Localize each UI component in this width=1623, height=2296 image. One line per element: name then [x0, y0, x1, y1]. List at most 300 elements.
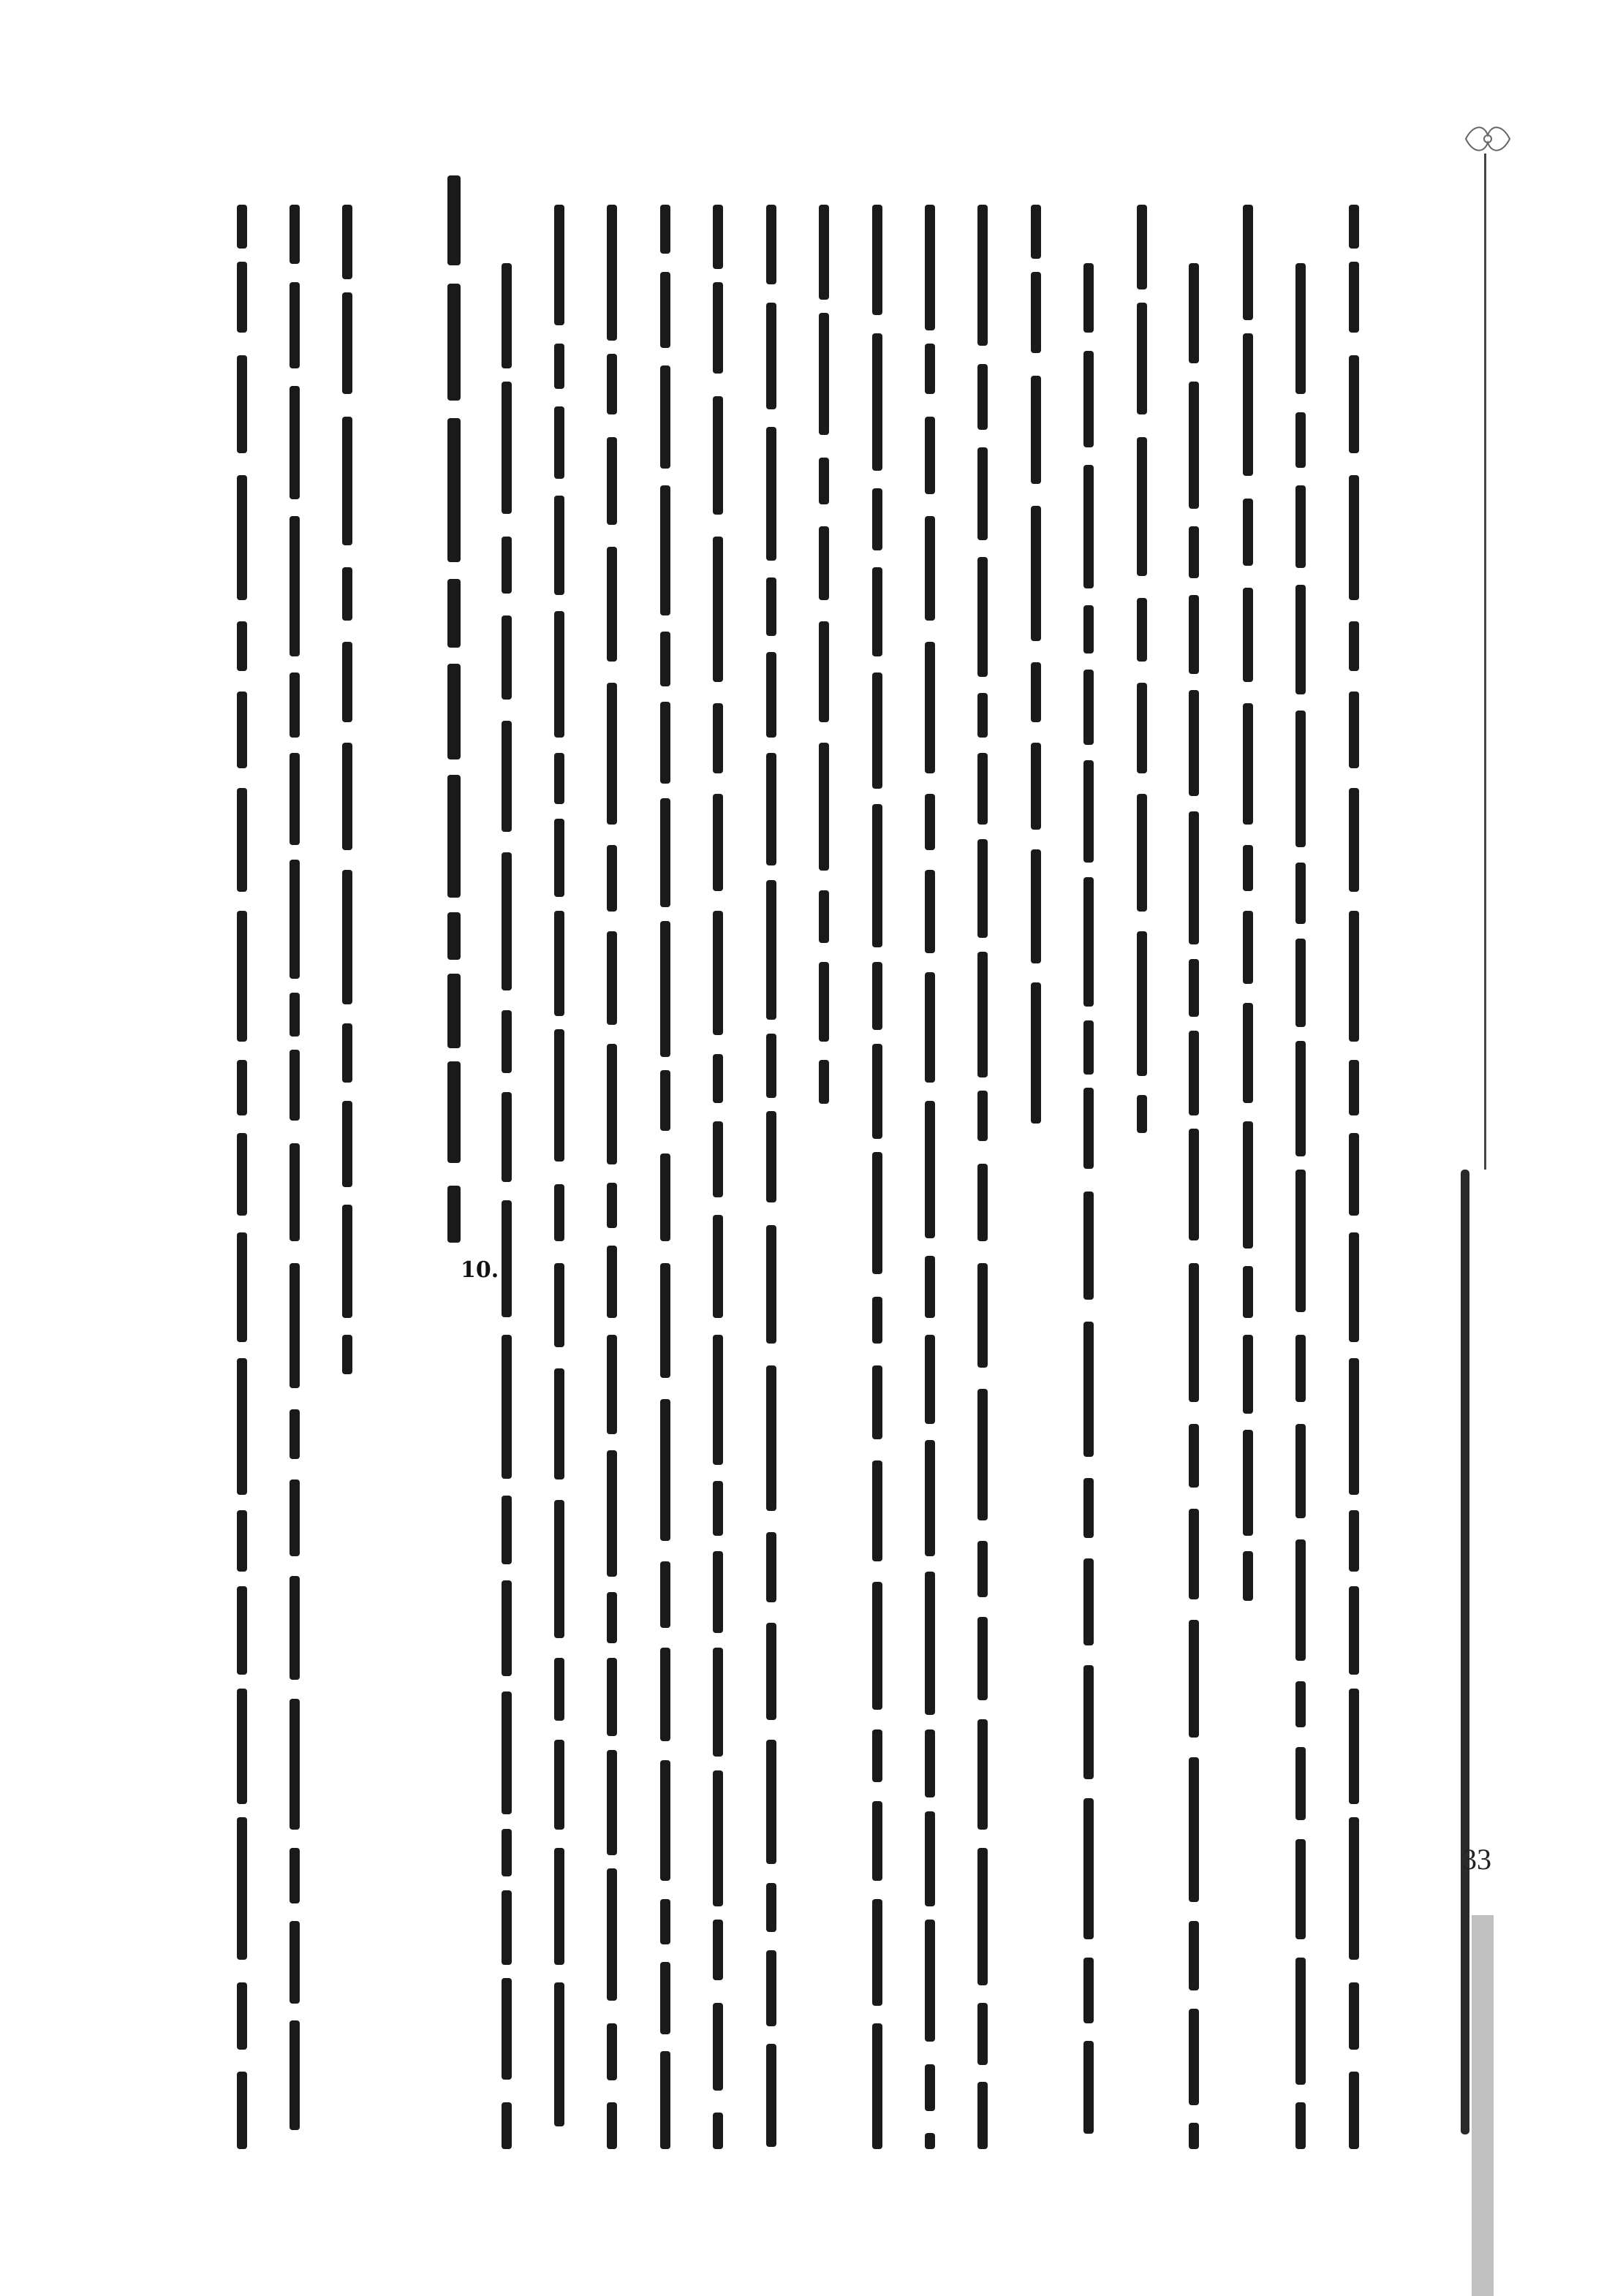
word-glyph — [1189, 595, 1199, 674]
word-glyph — [766, 427, 776, 561]
word-glyph — [1189, 2009, 1199, 2105]
word-glyph — [766, 652, 776, 738]
word-glyph — [925, 972, 935, 1083]
word-glyph — [1295, 1170, 1306, 1312]
word-glyph — [290, 1699, 300, 1830]
word-glyph — [766, 880, 776, 1020]
word-glyph — [554, 1500, 564, 1638]
word-glyph — [554, 1848, 564, 1965]
word-glyph — [660, 798, 670, 907]
word-glyph — [1189, 1620, 1199, 1738]
word-glyph — [447, 664, 461, 759]
word-glyph — [713, 205, 723, 269]
word-glyph — [237, 1358, 247, 1495]
word-glyph — [502, 1010, 512, 1073]
word-glyph — [766, 1623, 776, 1720]
word-glyph — [819, 526, 829, 600]
word-glyph — [1137, 1095, 1147, 1133]
word-glyph — [607, 683, 617, 825]
word-glyph — [1083, 1322, 1094, 1457]
word-glyph — [1083, 1958, 1094, 2023]
page-number: 33 — [1462, 1843, 1491, 1876]
word-glyph — [1189, 1031, 1199, 1115]
word-glyph — [1189, 690, 1199, 796]
word-glyph — [1349, 1232, 1359, 1342]
word-glyph — [554, 1658, 564, 1721]
word-glyph — [554, 1184, 564, 1241]
word-glyph — [766, 1950, 776, 2026]
header-rule — [1484, 154, 1486, 1170]
word-glyph — [925, 1572, 935, 1715]
word-glyph — [1349, 205, 1359, 249]
word-glyph — [766, 753, 776, 865]
word-glyph — [342, 567, 352, 621]
word-glyph — [1031, 743, 1041, 830]
word-glyph — [872, 2023, 882, 2149]
word-glyph — [1083, 760, 1094, 863]
word-glyph — [872, 1729, 882, 1782]
word-glyph — [713, 1054, 723, 1103]
word-glyph — [1295, 939, 1306, 1027]
word-glyph — [977, 364, 988, 430]
word-glyph — [1243, 911, 1253, 984]
word-glyph — [607, 931, 617, 1025]
word-glyph — [1189, 2123, 1199, 2149]
word-glyph — [766, 1034, 776, 1098]
word-glyph — [554, 205, 564, 325]
word-glyph — [977, 205, 988, 346]
word-glyph — [607, 1335, 617, 1434]
header-ornament-icon — [1459, 117, 1517, 161]
text-column — [812, 205, 836, 1104]
word-glyph — [1243, 1003, 1253, 1103]
word-glyph — [502, 1496, 512, 1564]
word-glyph — [1349, 475, 1359, 600]
word-glyph — [1243, 1335, 1253, 1414]
word-glyph — [713, 1551, 723, 1633]
word-glyph — [977, 2003, 988, 2065]
word-glyph — [1189, 1424, 1199, 1488]
word-glyph — [1031, 982, 1041, 1124]
word-glyph — [819, 205, 829, 300]
word-glyph — [290, 1576, 300, 1680]
section-number: 10. — [461, 1257, 499, 1283]
word-glyph — [1295, 1958, 1306, 2085]
word-glyph — [1349, 1510, 1359, 1572]
word-glyph — [290, 1479, 300, 1556]
word-glyph — [713, 703, 723, 773]
word-glyph — [819, 962, 829, 1042]
word-glyph — [1083, 605, 1094, 653]
word-glyph — [925, 794, 935, 850]
word-glyph — [554, 1740, 564, 1830]
word-glyph — [872, 205, 882, 315]
word-glyph — [872, 1152, 882, 1274]
text-column — [759, 205, 784, 2149]
word-glyph — [237, 1133, 247, 1216]
word-glyph — [1243, 1266, 1253, 1318]
word-glyph — [872, 1801, 882, 1881]
word-glyph — [1189, 1757, 1199, 1902]
word-glyph — [713, 2113, 723, 2149]
word-glyph — [237, 1982, 247, 2050]
word-glyph — [554, 819, 564, 897]
word-glyph — [977, 1719, 988, 1830]
word-glyph — [502, 263, 512, 368]
word-glyph — [1083, 1665, 1094, 1779]
word-glyph — [977, 2082, 988, 2149]
word-glyph — [1349, 621, 1359, 671]
word-glyph — [1083, 263, 1094, 333]
word-glyph — [713, 1481, 723, 1536]
word-glyph — [554, 1263, 564, 1347]
word-glyph — [342, 1205, 352, 1318]
word-glyph — [502, 2102, 512, 2149]
word-glyph — [660, 702, 670, 784]
word-glyph — [713, 794, 723, 891]
word-glyph — [554, 406, 564, 479]
word-glyph — [713, 1648, 723, 1757]
word-glyph — [342, 1023, 352, 1083]
word-glyph — [1243, 845, 1253, 891]
word-glyph — [977, 447, 988, 540]
word-glyph — [766, 1532, 776, 1602]
word-glyph — [290, 205, 300, 264]
word-glyph — [607, 1658, 617, 1736]
word-glyph — [660, 1153, 670, 1241]
word-glyph — [447, 912, 461, 960]
word-glyph — [554, 911, 564, 1016]
word-glyph — [1083, 1798, 1094, 1939]
word-glyph — [607, 1246, 617, 1318]
text-column — [335, 205, 360, 1374]
word-glyph — [1295, 585, 1306, 694]
word-glyph — [447, 775, 461, 898]
word-glyph — [290, 1921, 300, 2004]
word-glyph — [237, 1510, 247, 1572]
word-glyph — [290, 993, 300, 1037]
word-glyph — [1189, 263, 1199, 363]
word-glyph — [925, 1920, 935, 2042]
word-glyph — [1349, 911, 1359, 1042]
word-glyph — [342, 205, 352, 279]
word-glyph — [502, 537, 512, 594]
word-glyph — [872, 1582, 882, 1710]
word-glyph — [1031, 506, 1041, 641]
word-glyph — [660, 205, 670, 254]
word-glyph — [290, 860, 300, 979]
word-glyph — [925, 1811, 935, 1906]
word-glyph — [1295, 263, 1306, 394]
word-glyph — [660, 1263, 670, 1378]
word-glyph — [713, 911, 723, 1035]
word-glyph — [607, 1450, 617, 1577]
word-glyph — [766, 1365, 776, 1511]
word-glyph — [1189, 1509, 1199, 1599]
text-column — [918, 205, 942, 2149]
word-glyph — [713, 282, 723, 374]
word-glyph — [1137, 794, 1147, 912]
word-glyph — [1243, 588, 1253, 682]
text-column — [494, 263, 519, 2149]
word-glyph — [819, 458, 829, 504]
word-glyph — [1295, 863, 1306, 924]
word-glyph — [1243, 703, 1253, 825]
word-glyph — [660, 1899, 670, 1944]
word-glyph — [342, 743, 352, 850]
word-glyph — [925, 1101, 935, 1238]
word-glyph — [977, 1617, 988, 1700]
word-glyph — [447, 175, 461, 265]
word-glyph — [1189, 382, 1199, 509]
word-glyph — [925, 870, 935, 953]
word-glyph — [1349, 1982, 1359, 2050]
word-glyph — [237, 1817, 247, 1960]
word-glyph — [1189, 811, 1199, 944]
word-glyph — [607, 437, 617, 525]
word-glyph — [447, 1061, 461, 1163]
word-glyph — [872, 1297, 882, 1344]
word-glyph — [977, 1091, 988, 1141]
word-glyph — [766, 2044, 776, 2147]
word-glyph — [872, 567, 882, 656]
word-glyph — [502, 615, 512, 700]
text-column — [653, 205, 678, 2149]
word-glyph — [1349, 1358, 1359, 1495]
word-glyph — [872, 1044, 882, 1139]
word-glyph — [1137, 303, 1147, 414]
text-column — [1130, 205, 1154, 1133]
text-column — [1181, 263, 1206, 2149]
word-glyph — [1189, 526, 1199, 578]
word-glyph — [554, 753, 564, 804]
word-glyph — [1243, 333, 1253, 476]
word-glyph — [1295, 1539, 1306, 1661]
word-glyph — [290, 1848, 300, 1903]
word-glyph — [977, 557, 988, 677]
word-glyph — [766, 577, 776, 636]
word-glyph — [713, 537, 723, 682]
word-glyph — [607, 354, 617, 414]
word-glyph — [1031, 272, 1041, 353]
word-glyph — [1083, 351, 1094, 447]
word-glyph — [713, 2003, 723, 2091]
text-column — [282, 205, 307, 2149]
word-glyph — [1083, 1020, 1094, 1075]
text-column — [1288, 263, 1313, 2149]
word-glyph — [1349, 262, 1359, 333]
word-glyph — [607, 1044, 617, 1164]
word-glyph — [1083, 1088, 1094, 1169]
word-glyph — [237, 911, 247, 1042]
word-glyph — [1083, 1191, 1094, 1300]
word-glyph — [502, 1890, 512, 1965]
word-glyph — [977, 1263, 988, 1368]
text-column — [442, 175, 466, 1243]
word-glyph — [607, 1592, 617, 1643]
word-glyph — [1349, 1817, 1359, 1960]
word-glyph — [447, 579, 461, 648]
word-glyph — [660, 1561, 670, 1628]
word-glyph — [1137, 598, 1147, 662]
word-glyph — [290, 2020, 300, 2130]
word-glyph — [1189, 1921, 1199, 1990]
word-glyph — [766, 205, 776, 284]
word-glyph — [872, 333, 882, 471]
word-glyph — [713, 1335, 723, 1465]
word-glyph — [1349, 692, 1359, 768]
word-glyph — [1083, 1478, 1094, 1538]
word-glyph — [925, 1335, 935, 1424]
word-glyph — [1349, 1060, 1359, 1115]
word-glyph — [1137, 683, 1147, 773]
word-glyph — [342, 1101, 352, 1187]
word-glyph — [607, 2102, 617, 2149]
word-glyph — [819, 1060, 829, 1104]
text-column — [599, 205, 624, 2149]
word-glyph — [977, 753, 988, 825]
word-glyph — [237, 692, 247, 768]
word-glyph — [925, 1729, 935, 1797]
word-glyph — [554, 611, 564, 738]
word-glyph — [502, 1691, 512, 1814]
word-glyph — [502, 1829, 512, 1876]
word-glyph — [607, 547, 617, 662]
word-glyph — [766, 1883, 776, 1932]
word-glyph — [977, 952, 988, 1077]
word-glyph — [660, 365, 670, 469]
word-glyph — [925, 344, 935, 394]
word-glyph — [925, 205, 935, 330]
word-glyph — [925, 516, 935, 621]
word-glyph — [1349, 355, 1359, 453]
word-glyph — [925, 1440, 935, 1556]
word-glyph — [1349, 788, 1359, 892]
word-glyph — [502, 1580, 512, 1676]
word-glyph — [819, 890, 829, 943]
word-glyph — [766, 1111, 776, 1202]
word-glyph — [977, 839, 988, 938]
word-glyph — [1031, 205, 1041, 259]
word-glyph — [237, 475, 247, 600]
word-glyph — [660, 1070, 670, 1131]
word-glyph — [819, 313, 829, 435]
word-glyph — [977, 1164, 988, 1241]
word-glyph — [290, 282, 300, 368]
word-glyph — [342, 292, 352, 394]
word-glyph — [977, 693, 988, 738]
text-column — [547, 205, 572, 2149]
word-glyph — [1295, 1335, 1306, 1402]
word-glyph — [1295, 1424, 1306, 1518]
word-glyph — [977, 1541, 988, 1597]
word-glyph — [977, 1389, 988, 1520]
text-column — [1236, 205, 1260, 1601]
side-tab — [1472, 1915, 1494, 2296]
text-column — [865, 205, 890, 2149]
word-glyph — [660, 1399, 670, 1541]
word-glyph — [447, 284, 461, 401]
word-glyph — [290, 672, 300, 738]
word-glyph — [502, 1092, 512, 1182]
word-glyph — [502, 1978, 512, 2080]
word-glyph — [1349, 1689, 1359, 1804]
word-glyph — [713, 396, 723, 515]
word-glyph — [1295, 485, 1306, 568]
word-glyph — [237, 205, 247, 249]
word-glyph — [1189, 959, 1199, 1017]
word-glyph — [237, 1232, 247, 1342]
word-glyph — [925, 1256, 935, 1318]
word-glyph — [660, 921, 670, 1057]
word-glyph — [1137, 931, 1147, 1076]
word-glyph — [660, 272, 670, 348]
word-glyph — [237, 788, 247, 892]
word-glyph — [1137, 205, 1147, 289]
word-glyph — [290, 1050, 300, 1121]
word-glyph — [237, 2072, 247, 2149]
word-glyph — [290, 753, 300, 845]
word-glyph — [660, 632, 670, 686]
word-glyph — [290, 516, 300, 656]
word-glyph — [554, 1368, 564, 1479]
word-glyph — [342, 417, 352, 545]
text-column — [1342, 205, 1366, 2149]
word-glyph — [290, 386, 300, 499]
word-glyph — [342, 1335, 352, 1374]
word-glyph — [1295, 1041, 1306, 1156]
text-column — [705, 205, 730, 2149]
word-glyph — [1083, 1558, 1094, 1645]
word-glyph — [766, 303, 776, 409]
word-glyph — [713, 1215, 723, 1318]
word-glyph — [1137, 437, 1147, 576]
word-glyph — [290, 1409, 300, 1459]
word-glyph — [554, 344, 564, 389]
text-column — [230, 205, 254, 2149]
word-glyph — [447, 1186, 461, 1243]
word-glyph — [872, 1460, 882, 1561]
word-glyph — [607, 1183, 617, 1228]
word-glyph — [660, 1962, 670, 2034]
word-glyph — [554, 496, 564, 595]
word-glyph — [872, 488, 882, 550]
word-glyph — [1031, 662, 1041, 722]
word-glyph — [977, 1848, 988, 1985]
word-glyph — [237, 262, 247, 333]
word-glyph — [872, 672, 882, 789]
word-glyph — [237, 1689, 247, 1804]
word-glyph — [1031, 376, 1041, 484]
word-glyph — [607, 1750, 617, 1855]
word-glyph — [447, 418, 461, 562]
word-glyph — [1295, 711, 1306, 847]
word-glyph — [1189, 1129, 1199, 1240]
word-glyph — [502, 852, 512, 990]
word-glyph — [1295, 1681, 1306, 1727]
word-glyph — [237, 355, 247, 453]
word-glyph — [1083, 877, 1094, 1007]
word-glyph — [1083, 670, 1094, 745]
word-glyph — [1083, 2041, 1094, 2134]
word-glyph — [290, 1263, 300, 1388]
word-glyph — [819, 621, 829, 722]
word-glyph — [925, 642, 935, 773]
word-glyph — [1349, 2072, 1359, 2149]
word-glyph — [1295, 1747, 1306, 1820]
word-glyph — [607, 1868, 617, 2001]
word-glyph — [554, 1029, 564, 1162]
